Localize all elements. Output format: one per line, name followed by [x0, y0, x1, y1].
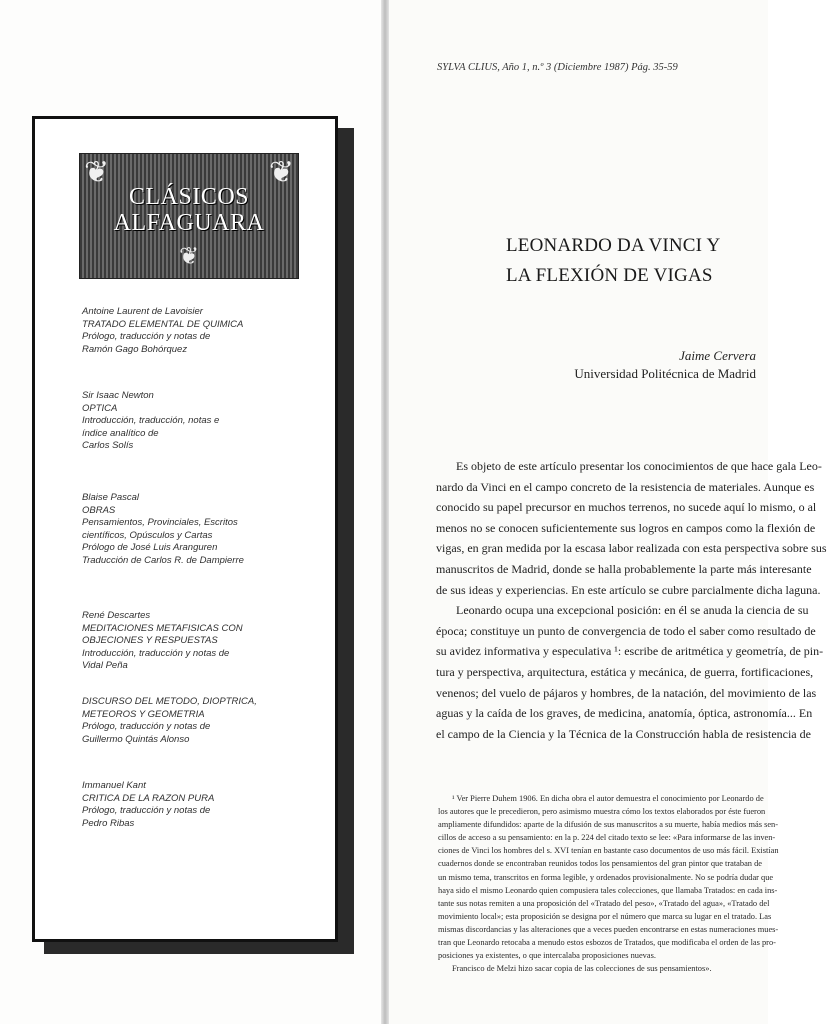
body-line: manuscritos de Madrid, donde se halla probablemente la parte más interesante — [436, 561, 812, 576]
article-title — [506, 231, 720, 291]
publisher-logo — [79, 153, 299, 279]
footnote-line: mismas discordancias y las alteraciones que a veces pueden encontrarse en estas numeraciones mues- — [438, 924, 779, 934]
catalog-title: METEOROS Y GEOMETRIA — [82, 708, 205, 720]
footnote-line: un mismo tema, transcritos en forma legible, y ordenados provisionalmente. No se podría dudar que — [438, 872, 774, 882]
catalog-line: Prólogo, traducción y notas de — [82, 805, 211, 816]
journal-reference: SYLVA CLIUS, Año 1, n.º 3 (Diciembre 1987) Pág. 35-59 — [437, 62, 678, 73]
author-affiliation: Universidad Politécnica de Madrid — [574, 366, 756, 381]
catalog-title: DISCURSO DEL METODO, DIOPTRICA, — [82, 696, 257, 707]
article-title-line: LA FLEXIÓN DE VIGAS — [506, 265, 713, 286]
footnote-line: haya sido el mismo Leonardo quien compusiera tales colecciones, que llamaba Tratados: en cada ins- — [438, 885, 778, 895]
article-title-line: LEONARDO DA VINCI Y — [506, 235, 721, 256]
catalog-entry-newton — [82, 390, 322, 453]
catalog-line: Introducción, traducción y notas de — [82, 647, 230, 659]
footnote-line: Francisco de Melzi hizo sacar copia de las colecciones de sus pensamientos». — [452, 964, 712, 974]
catalog-author: Antoine Laurent de Lavoisier — [82, 306, 203, 317]
footnote-line: ciones de Vinci los hombres del s. XVI tenían en bastante caso documentos de uso más fácil. Existían — [438, 846, 779, 856]
catalog-line: Vidal Peña — [82, 660, 128, 671]
ornament-icon: ❦ — [84, 156, 110, 189]
footnote-line: cillos de acceso a su pensamiento: en la p. 224 del citado texto se lee: «Para informarse de las inven- — [438, 833, 776, 843]
knot-ornament-icon: ❦ — [178, 244, 200, 270]
logo-text-line1: CLÁSICOS — [128, 184, 250, 210]
catalog-entry-lavoisier — [82, 306, 322, 356]
body-line: el campo de la Ciencia y la Técnica de la Construcción habla de resistencia de — [436, 726, 811, 741]
body-line: su avidez informativa y especulativa ¹: escribe de aritmética y geometría, de pin- — [436, 644, 824, 659]
catalog-title: OPTICA — [82, 402, 118, 414]
footnote-line: cuadernos donde se encontraban reunidos todos los pensamientos del gran pintor que trataban de — [438, 859, 762, 869]
catalog-entry-descartes — [82, 610, 322, 673]
catalog-line: Prólogo de José Luis Aranguren — [82, 542, 218, 553]
catalog-line: Prólogo, traducción y notas de — [82, 331, 211, 342]
catalog-line: científicos, Opúsculos y Cartas — [82, 529, 213, 541]
catalog-title: TRATADO ELEMENTAL DE QUIMICA — [82, 318, 244, 330]
catalog-line: Prólogo, traducción y notas de — [82, 721, 211, 732]
body-line: nardo da Vinci en el campo concreto de la resistencia de materiales. Aunque es — [436, 479, 815, 494]
catalog-line: Carlos Solís — [82, 440, 134, 451]
footnote-line: los autores que le precedieron, pero asimismo muestra cómo los textos elaborados por éste fueron — [438, 807, 766, 817]
body-line: Es objeto de este artículo presentar los conocimientos de que hace gala Leo- — [456, 459, 822, 473]
ornament-icon: ❦ — [268, 156, 294, 189]
body-line: venenos; del vuelo de pájaros y hombres, de la natación, del movimiento de las — [436, 685, 817, 700]
footnote-line: movimiento local»; esta proposición se designa por el número que marca su lugar en el tratado. Las — [438, 911, 772, 921]
catalog-line: Pedro Ribas — [82, 817, 135, 829]
left-page — [0, 0, 384, 1024]
article-author: Jaime Cervera — [679, 348, 756, 363]
body-line: vigas, en gran medida por la escasa labor realizada con esta perspectiva sobre sus — [436, 541, 827, 556]
catalog-title: MEDITACIONES METAFISICAS CON — [82, 622, 243, 634]
body-line: menos no se conocen suficientemente sus logros en campos como la flexión de — [436, 520, 816, 535]
catalog-title: CRITICA DE LA RAZON PURA — [82, 792, 215, 804]
catalog-line: Pensamientos, Provinciales, Escritos — [82, 517, 238, 528]
catalog-entry-kant — [82, 780, 322, 830]
footnote-line: ampliamente difundidos: aparte de la difusión de sus manuscritos a su muerte, había medios más sen- — [438, 820, 779, 830]
footnote-line: ¹ Ver Pierre Duhem 1906. En dicha obra el autor demuestra el conocimiento por Leonardo de — [452, 794, 764, 803]
body-line: de sus ideas y experiencias. En este artículo se cubre parcialmente dicha laguna. — [436, 582, 821, 597]
catalog-author: Sir Isaac Newton — [82, 390, 154, 401]
catalog-line: Guillermo Quintás Alonso — [82, 733, 190, 745]
catalog-line: Introducción, traducción, notas e — [82, 415, 220, 426]
body-line: aguas y la caída de los graves, de medicina, anatomía, óptica, astronomía... En — [436, 706, 813, 721]
catalog-line: Traducción de Carlos R. de Dampierre — [82, 554, 244, 566]
logo-text-line2: ALFAGUARA — [113, 210, 265, 236]
catalog-title: OBRAS — [82, 504, 116, 516]
article-body — [436, 456, 827, 744]
footnote-line: posiciones ya existentes, o que intercalaba proposiciones nuevas. — [438, 951, 656, 961]
footnotes — [438, 792, 779, 975]
catalog-entry-discurso — [82, 696, 322, 746]
catalog-entry-pascal — [82, 492, 322, 567]
catalog-author: Blaise Pascal — [82, 492, 140, 503]
catalog-title: OBJECIONES Y RESPUESTAS — [82, 635, 218, 646]
footnote-line: tran que Leonardo retocaba a menudo estos esbozos de Tratados, que modificaba el orden de las pro- — [438, 938, 776, 948]
catalog-line: índice analítico de — [82, 427, 159, 439]
catalog-author: René Descartes — [82, 610, 151, 621]
book-gutter — [381, 0, 389, 1024]
body-line: Leonardo ocupa una excepcional posición: en él se anuda la ciencia de su — [456, 603, 809, 618]
catalog-author: Immanuel Kant — [82, 780, 146, 791]
body-line: tura y perspectiva, arquitectura, estática y mecánica, de guerra, fortificaciones, — [436, 664, 814, 679]
catalog-line: Ramón Gago Bohórquez — [82, 343, 188, 355]
body-line: conocido su papel precursor en muchos terrenos, no sucede aquí lo mismo, o al — [436, 500, 817, 515]
body-line: época; constituye un punto de convergencia de todo el saber como resultado de — [436, 623, 816, 638]
footnote-line: tante sus notas remiten a una proposición del «Tratado del peso», «Tratado del agua», «Tratado del — [438, 898, 770, 908]
